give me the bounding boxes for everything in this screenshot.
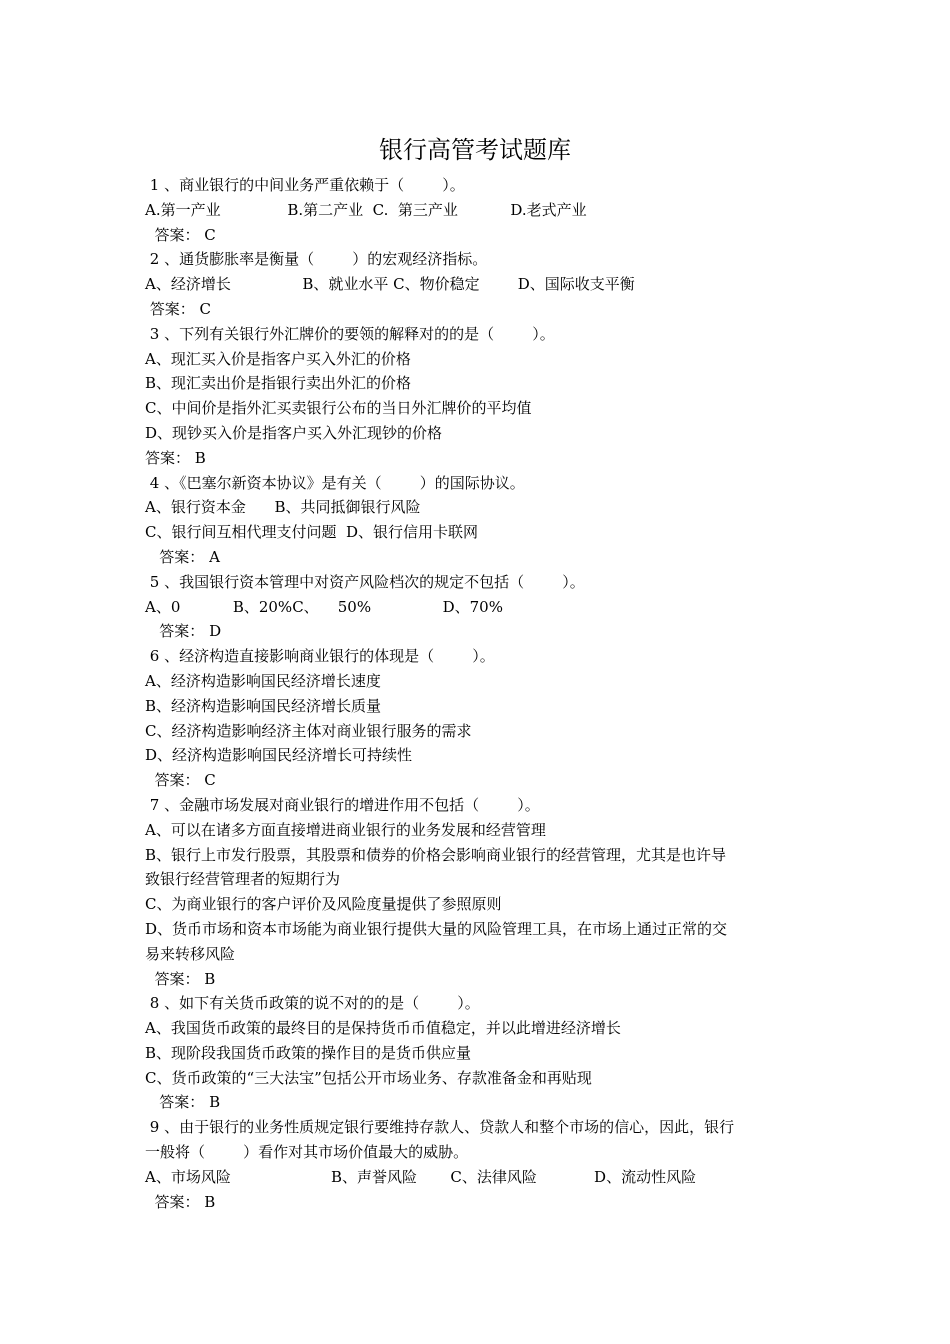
question-5-stem: 5 、我国银行资本管理中对资产风险档次的规定不包括（ ）。 — [145, 572, 585, 591]
question-9-options: A、市场风险 B、声誉风险 C、法律风险 D、流动性风险 — [145, 1167, 697, 1186]
question-8-stem: 8 、如下有关货币政策的说不对的的是（ ）。 — [145, 994, 480, 1013]
question-4-options-ab: A、银行资本金 B、共同抵御银行风险 — [145, 498, 421, 517]
question-8-option-b: B、现阶段我国货币政策的操作目的是货币供应量 — [145, 1043, 472, 1062]
question-8-answer: 答案： B — [145, 1093, 221, 1112]
question-5-options: A、0 B、20%C、 50% D、70% — [145, 597, 503, 616]
question-8-option-a: A、我国货币政策的最终目的是保持货币币值稳定，并以此增进经济增长 — [145, 1019, 621, 1038]
question-3-stem: 3 、下列有关银行外汇牌价的要领的解释对的的是（ ）。 — [145, 324, 555, 343]
question-3-answer: 答案： B — [145, 448, 206, 467]
question-8-option-c: C、货币政策的“三大法宝”包括公开市场业务、存款准备金和再贴现 — [145, 1068, 592, 1087]
question-2-options: A、经济增长 B、就业水平 C、物价稳定 D、国际收支平衡 — [145, 275, 635, 294]
question-9-answer: 答案： B — [145, 1192, 216, 1211]
question-7-option-d-cont: 易来转移风险 — [145, 944, 236, 963]
question-3-option-d: D、现钞买入价是指客户买入外汇现钞的价格 — [145, 423, 443, 442]
question-3-option-c: C、中间价是指外汇买卖银行公布的当日外汇牌价的平均值 — [145, 399, 532, 418]
question-7-option-d: D、货币市场和资本市场能为商业银行提供大量的风险管理工具，在市场上通过正常的交 — [145, 919, 728, 938]
question-2-stem: 2 、通货膨胀率是衡量（ ）的宏观经济指标。 — [145, 250, 488, 269]
question-4-answer: 答案： A — [145, 547, 220, 566]
question-9-stem: 9 、由于银行的业务性质规定银行要维持存款人、贷款人和整个市场的信心，因此，银行 — [145, 1118, 735, 1137]
question-2-answer: 答案： C — [145, 299, 212, 318]
question-6-option-b: B、经济构造影响国民经济增长质量 — [145, 696, 382, 715]
question-9-stem-cont: 一般将（ ）看作对其市场价值最大的威胁。 — [145, 1143, 469, 1162]
question-6-option-d: D、经济构造影响国民经济增长可持续性 — [145, 746, 413, 765]
question-6-option-a: A、经济构造影响国民经济增长速度 — [145, 671, 381, 690]
question-7-option-b: B、银行上市发行股票，其股票和债券的价格会影响商业银行的经营管理，尤其是也许导 — [145, 845, 727, 864]
question-list — [145, 173, 810, 1214]
question-7-option-a: A、可以在诸多方面直接增进商业银行的业务发展和经营管理 — [145, 820, 546, 839]
question-7-answer: 答案： B — [145, 969, 216, 988]
question-3-option-a: A、现汇买入价是指客户买入外汇的价格 — [145, 349, 411, 368]
question-7-option-b-cont: 致银行经营管理者的短期行为 — [145, 870, 341, 889]
question-6-stem: 6 、经济构造直接影响商业银行的体现是（ ）。 — [145, 647, 495, 666]
question-3-option-b: B、现汇卖出价是指银行卖出外汇的价格 — [145, 374, 412, 393]
question-5-answer: 答案： D — [145, 622, 222, 641]
question-6-option-c: C、经济构造影响经济主体对商业银行服务的需求 — [145, 721, 472, 740]
question-6-answer: 答案： C — [145, 771, 216, 790]
question-1-stem: 1 、商业银行的中间业务严重依赖于（ ）。 — [145, 176, 465, 194]
question-4-stem: 4 、《巴塞尔新资本协议》是有关（ ）的国际协议。 — [145, 473, 525, 492]
question-1-answer: 答案： C — [145, 225, 216, 244]
page-title: 银行高管考试题库 — [379, 136, 571, 164]
question-4-options-cd: C、银行间互相代理支付问题 D、银行信用卡联网 — [145, 523, 479, 542]
question-1-options: A.第一产业 B.第二产业 C. 第三产业 D.老式产业 — [145, 200, 587, 219]
question-7-stem: 7 、金融市场发展对商业银行的增进作用不包括（ ）。 — [145, 795, 540, 814]
question-7-option-c: C、为商业银行的客户评价及风险度量提供了参照原则 — [145, 895, 502, 914]
